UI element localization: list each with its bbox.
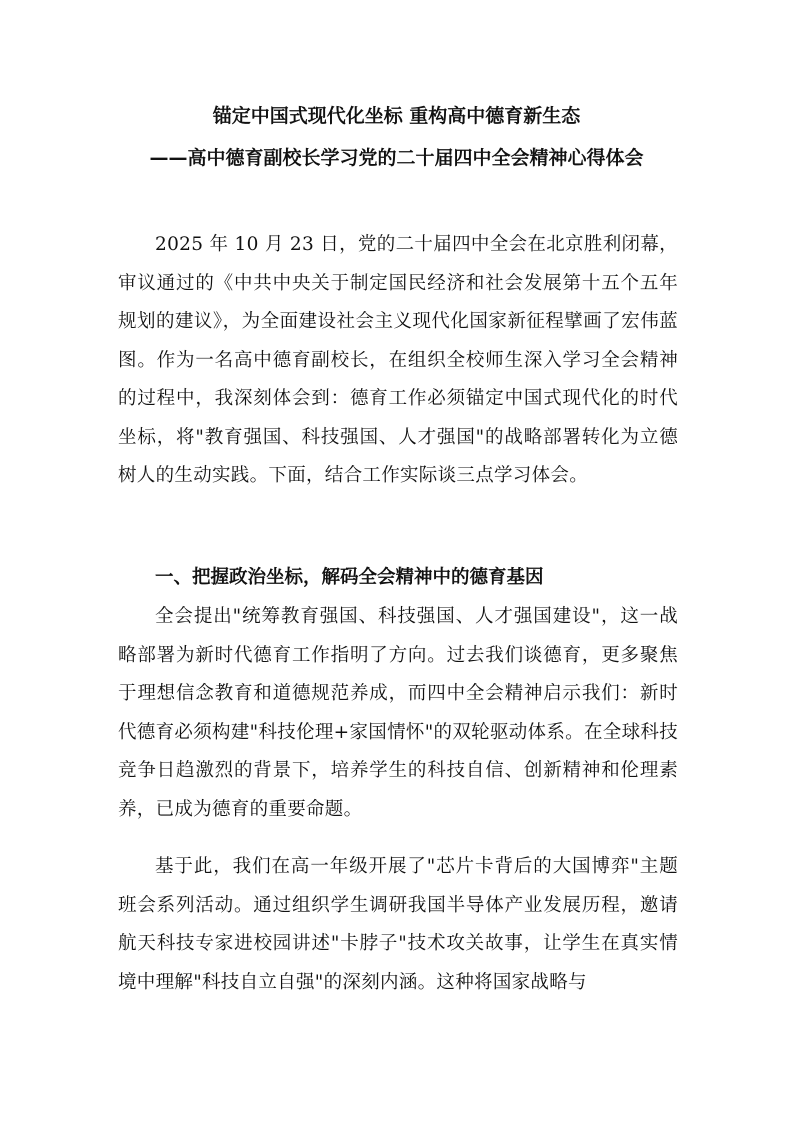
document-title: 锚定中国式现代化坐标 重构高中德育新生态 xyxy=(212,105,581,127)
paragraph-intro: 2025 年 10 月 23 日，党的二十届四中全会在北京胜利闭幕，审议通过的《中共中央关于制定国民经济和社会发展第十五个五年规划的建议》，为全面建设社会主义现代化国家新征程擘画了宏伟蓝图。作为一名高中德育副校长，在组织全校师生深入学习全会精神的过程中，我深刻体会到：德育工作必须锚定中国式现代化的时代坐标，将"教育强国、科技强国、人才强国"的战略部署转化为立德树人的生动实践。下面，结合工作实际谈三点学习体会。 xyxy=(118,234,678,486)
paragraph-section-1-b: 基于此，我们在高一年级开展了"芯片卡背后的大国博弈"主题班会系列活动。通过组织学生调研我国半导体产业发展历程，邀请航天科技专家进校园讲述"卡脖子"技术攻关故事，让学生在真实情境中理解"科技自立自强"的深刻内涵。这种将国家战略与 xyxy=(118,856,678,993)
section-heading-1: 一、把握政治坐标，解码全会精神中的德育基因 xyxy=(155,567,544,588)
document-subtitle: ——高中德育副校长学习党的二十届四中全会精神心得体会 xyxy=(149,147,644,169)
paragraph-section-1-a: 全会提出"统筹教育强国、科技强国、人才强国建设"，这一战略部署为新时代德育工作指明了方向。过去我们谈德育，更多聚焦于理想信念教育和道德规范养成，而四中全会精神启示我们：新时代德育必须构建"科技伦理+家国情怀"的双轮驱动体系。在全球科技竞争日趋激烈的背景下，培养学生的科技自信、创新精神和伦理素养，已成为德育的重要命题。 xyxy=(118,606,678,820)
